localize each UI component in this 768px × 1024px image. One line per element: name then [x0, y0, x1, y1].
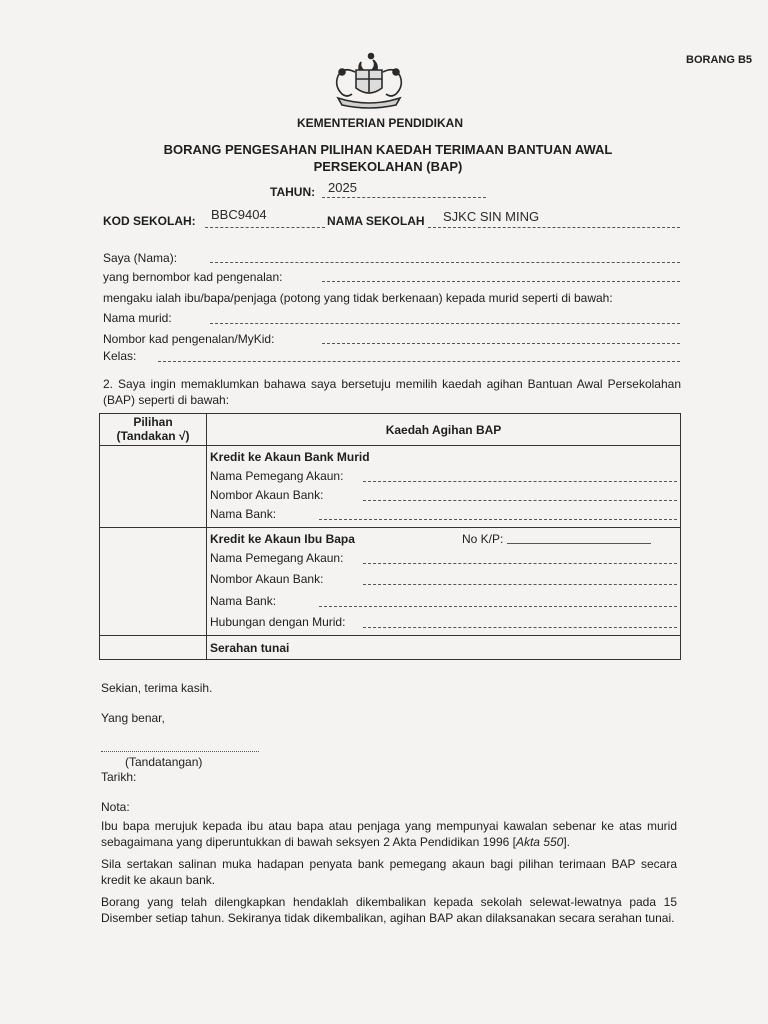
- nota-1: Ibu bapa merujuk kepada ibu atau bapa atau penjaga yang mempunyai kawalan sebenar ke atas murid sebagaimana yang diperuntukkan di bawah seksyen 2 Akta Pendidikan 1996 [Akta 550].: [101, 819, 677, 849]
- nama-sekolah-value[interactable]: SJKC SIN MING: [443, 209, 540, 224]
- kelas-label: Kelas:: [103, 349, 137, 363]
- item-2-text: 2. Saya ingin memaklumkan bahawa saya bersetuju memilih kaedah agihan Bantuan Awal Persekolahan (BAP) seperti di bawah:: [103, 377, 681, 407]
- ic-label: yang bernombor kad pengenalan:: [103, 270, 283, 284]
- ic-line[interactable]: [322, 281, 680, 282]
- tarikh-label: Tarikh:: [101, 770, 137, 784]
- option2-account-label: Nombor Akaun Bank:: [210, 572, 324, 586]
- option2-cell: [207, 528, 681, 636]
- option2-bank-line[interactable]: [319, 606, 677, 607]
- option1-bank-label: Nama Bank:: [210, 507, 277, 521]
- mengaku-text: mengaku ialah ibu/bapa/penjaga (potong yang tidak berkenaan) kepada murid seperti di bawah:: [103, 291, 613, 305]
- option2-nokp-label: No K/P:: [462, 532, 504, 546]
- option1-holder-line[interactable]: [363, 481, 677, 482]
- tandatangan-label: (Tandatangan): [125, 755, 203, 769]
- closing-text: Sekian, terima kasih.: [101, 681, 213, 695]
- mykid-line[interactable]: [322, 343, 680, 344]
- option1-holder-label: Nama Pemegang Akaun:: [210, 469, 344, 483]
- crest-emblem: [328, 50, 410, 110]
- kod-sekolah-value[interactable]: BBC9404: [211, 207, 267, 222]
- option2-title: Kredit ke Akaun Ibu Bapa: [210, 532, 355, 546]
- saya-label: Saya (Nama):: [103, 251, 178, 265]
- nama-murid-line[interactable]: [210, 323, 680, 324]
- option1-bank-line[interactable]: [319, 519, 677, 520]
- ministry-title: KEMENTERIAN PENDIDIKAN: [296, 116, 463, 130]
- tahun-value[interactable]: 2025: [328, 180, 357, 195]
- option2-nokp-line[interactable]: [507, 543, 651, 544]
- option1-checkbox-cell[interactable]: [100, 446, 207, 528]
- option1-account-label: Nombor Akaun Bank:: [210, 488, 324, 502]
- nota-3: Borang yang telah dilengkapkan hendaklah dikembalikan kepada sekolah selewat-lewatnya pada 15 Disember setiap tahun. Sekiranya tidak dikembalikan, agihan BAP akan dilaksanakan secara serahan tunai.: [101, 895, 677, 925]
- signature-line[interactable]: [101, 751, 259, 752]
- option2-account-line[interactable]: [363, 584, 677, 585]
- bap-method-table: [99, 413, 681, 660]
- nama-murid-label: Nama murid:: [103, 311, 172, 325]
- form-code: BORANG B5: [686, 54, 753, 66]
- kelas-line[interactable]: [158, 361, 680, 362]
- option2-checkbox-cell[interactable]: [100, 528, 207, 636]
- option3-cell: [207, 636, 681, 660]
- option1-account-line[interactable]: [363, 500, 677, 501]
- option2-holder-label: Nama Pemegang Akaun:: [210, 551, 344, 565]
- nama-sekolah-label: NAMA SEKOLAH: [327, 214, 425, 228]
- pilihan-header: Pilihan (Tandakan √): [100, 414, 207, 446]
- option3-checkbox-cell[interactable]: [100, 636, 207, 660]
- nota-label: Nota:: [101, 800, 130, 814]
- form-title-line1: BORANG PENGESAHAN PILIHAN KAEDAH TERIMAAN BANTUAN AWAL: [163, 142, 613, 157]
- yang-benar-text: Yang benar,: [101, 711, 165, 725]
- kod-sekolah-line: [205, 227, 325, 228]
- nama-sekolah-line: [428, 227, 680, 228]
- option3-title: Serahan tunai: [210, 641, 290, 655]
- option1-cell: [207, 446, 681, 528]
- option2-relation-label: Hubungan dengan Murid:: [210, 615, 346, 629]
- tahun-line: [322, 197, 486, 198]
- tahun-label: TAHUN:: [270, 185, 316, 199]
- option2-bank-label: Nama Bank:: [210, 594, 277, 608]
- nota-2: Sila sertakan salinan muka hadapan penyata bank pemegang akaun bagi pilihan terimaan BAP secara kredit ke akaun bank.: [101, 857, 677, 887]
- option2-holder-line[interactable]: [363, 563, 677, 564]
- kaedah-header: Kaedah Agihan BAP: [207, 414, 681, 446]
- form-title-line2: PERSEKOLAHAN (BAP): [313, 159, 463, 174]
- saya-line[interactable]: [210, 262, 680, 263]
- mykid-label: Nombor kad pengenalan/MyKid:: [103, 332, 275, 346]
- kod-sekolah-label: KOD SEKOLAH:: [103, 214, 196, 228]
- option1-title: Kredit ke Akaun Bank Murid: [210, 450, 370, 464]
- option2-relation-line[interactable]: [363, 627, 677, 628]
